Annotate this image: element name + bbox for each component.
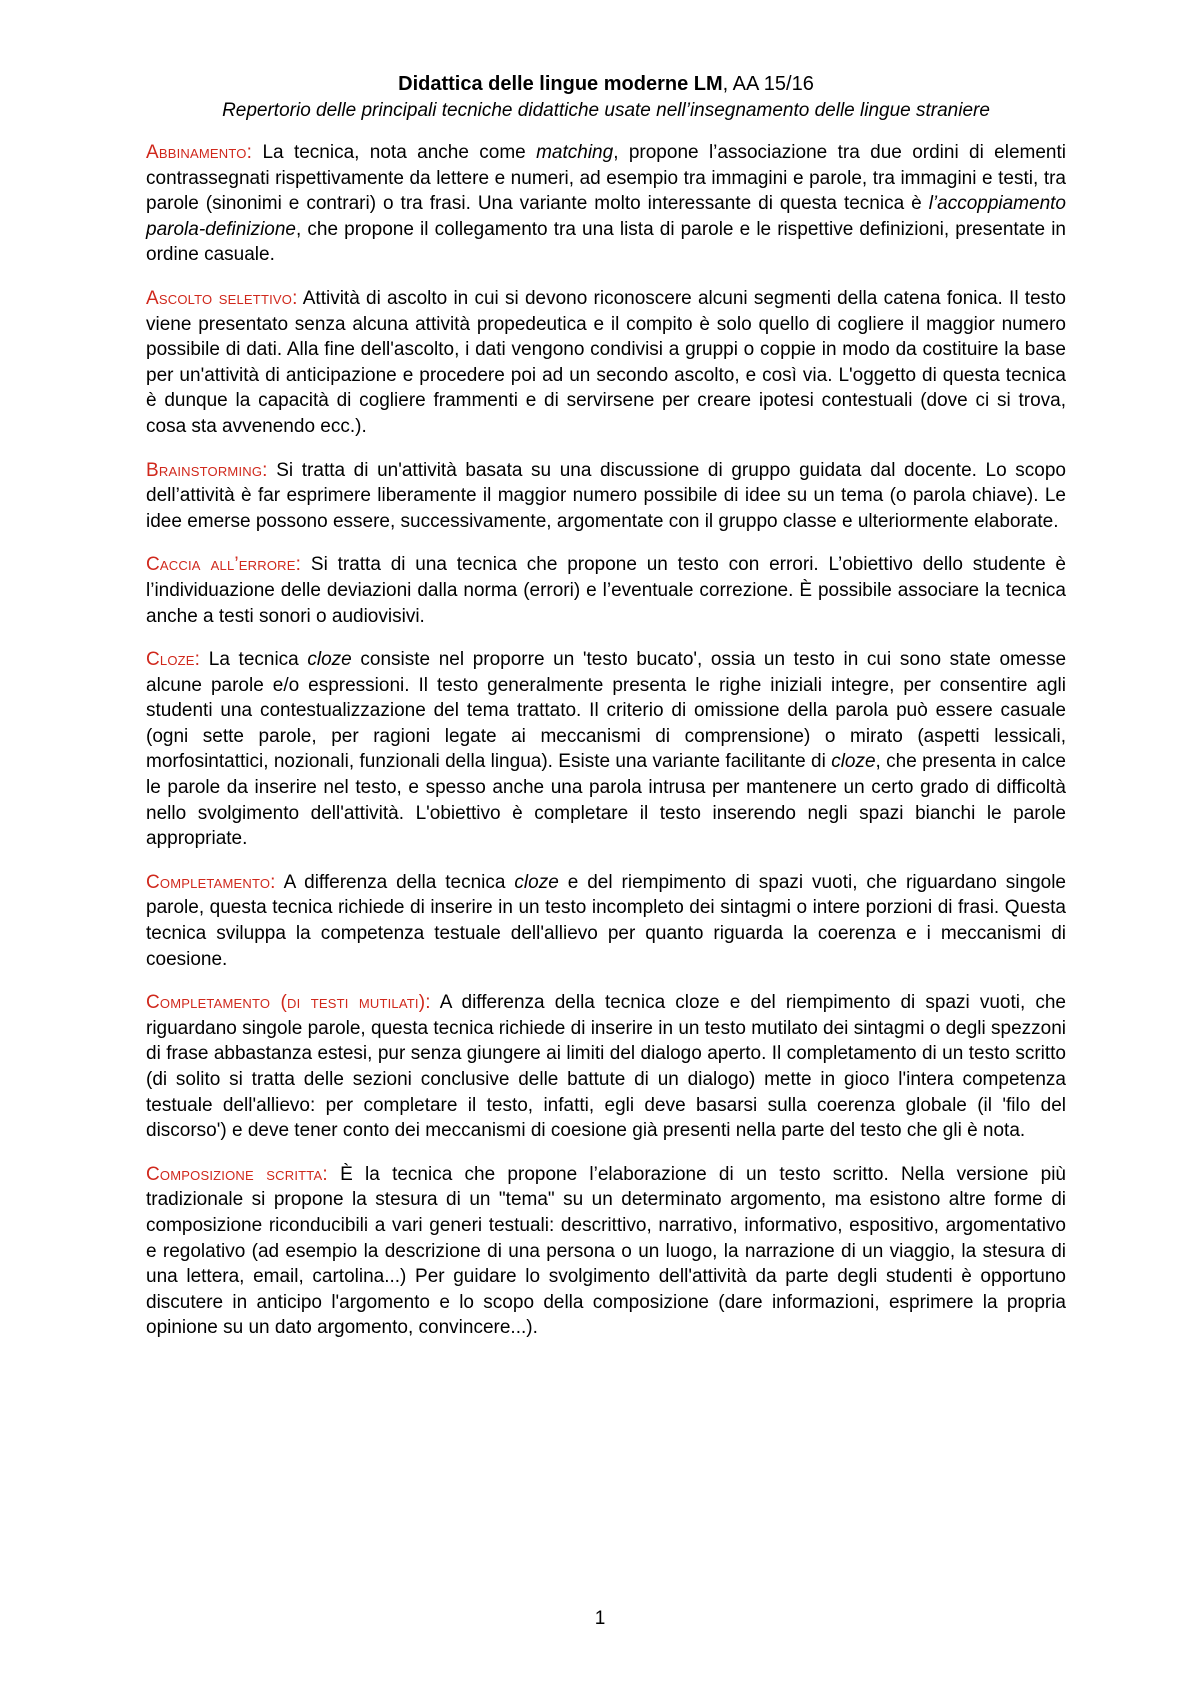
technique-entry: [146, 552, 1066, 629]
description-text: e del riempimento di spazi vuoti, che riguardano singole parole, questa tecnica richiede di inserire in un testo incompleto dei sintagmi o intere porzioni di frasi. Questa tecnica sviluppa la competenza testuale dell'allievo per quanto riguarda la coerenza e i meccanismi di coesione.: [146, 871, 1066, 970]
technique-term: Cloze:: [146, 649, 201, 671]
document-subtitle: Repertorio delle principali tecniche didattiche usate nell’insegnamento delle lingue straniere: [222, 100, 990, 121]
technique-entry: [146, 140, 1066, 268]
description-text: A differenza della tecnica: [275, 871, 515, 893]
description-text: Si tratta di un'attività basata su una discussione di gruppo guidata dal docente. Lo scopo dell’attività è far esprimere liberamente il maggior numero possibile di idee su un tema (o parola chiave). Le idee emerse possono essere, successivamente, argomentate con il gruppo classe e ulteriormente elaborate.: [146, 459, 1066, 532]
technique-term: Caccia all’errore:: [146, 554, 302, 576]
document-title: [146, 70, 1066, 98]
technique-entry: [146, 286, 1066, 440]
description-text: , che propone il collegamento tra una lista di parole e le rispettive definizioni, presentate in ordine casuale.: [146, 218, 1066, 266]
course-title: Didattica delle lingue moderne LM: [398, 73, 723, 95]
description-text: consiste nel proporre un 'testo bucato', ossia un testo in cui sono state omesse alcune parole e/o espressioni. Il testo generalmente presenta le righe iniziali integre, per consentire agli studenti una contestualizzazione del tema trattato. Il criterio di omissione della parola può essere casuale (ogni sette parole, per ragioni legate ai meccanismi di comprensione) o mirato (aspetti lessicali, morfosintattici, nozionali, funzionali della lingua). Esiste una variante facilitante di: [146, 649, 1067, 773]
emphasized-text: cloze: [831, 751, 876, 773]
description-text: Attività di ascolto in cui si devono riconoscere alcuni segmenti della catena fonica. Il testo viene presentato senza alcuna attività propedeutica e il compito è solo quello di cogliere il maggior numero possibile di dati. Alla fine dell'ascolto, i dati vengono condivisi a gruppi o coppie in modo da costituire la base per un'attività di anticipazione e procedere poi ad un secondo ascolto, e così via. L'oggetto di questa tecnica è dunque la capacità di cogliere frammenti e di servirsene per creare ipotesi contestuali (dove ci si trova, cosa sta avvenendo ecc.).: [146, 287, 1066, 437]
emphasized-text: matching: [536, 142, 614, 163]
emphasized-text: cloze: [514, 871, 559, 893]
technique-entry: [146, 1162, 1066, 1341]
emphasized-text: l’accoppiamento parola-definizione: [146, 193, 1066, 240]
description-text: , propone l’associazione tra due ordini di elementi contrassegnati rispettivamente da lettere e numeri, ad esempio tra immagini e parole, tra immagini e testi, tra parole (sinonimi e contrari) o tra frasi. Una variante molto interessante di questa tecnica è: [146, 142, 1066, 215]
entries-list: [146, 140, 1066, 1341]
description-text: A differenza della tecnica cloze e del riempimento di spazi vuoti, che riguardano singole parole, questa tecnica richiede di inserire in un testo mutilato dei sintagmi o degli spezzoni di frase abbastanza estesi, pur senza giungere ai limiti del dialogo aperto. Il completamento di un testo scritto (di solito si tratta delle sezioni conclusive delle battute di un dialogo) mette in gioco l'intera competenza testuale dell'allievo: per completare il testo, infatti, egli deve basarsi sulla coerenza globale (il 'filo del discorso') e deve tener conto dei meccanismi di coesione già presenti nella parte del testo che gli è nota.: [146, 992, 1066, 1142]
document-page: [146, 70, 1066, 1359]
technique-term: Completamento:: [146, 871, 276, 893]
description-text: , che presenta in calce le parole da inserire nel testo, e spesso anche una parola intrusa per mantenere un certo grado di difficoltà nello svolgimento dell'attività. L'obiettivo è completare il testo inserendo negli spazi bianchi le parole appropriate.: [146, 751, 1066, 850]
page-number: 1: [594, 1608, 606, 1629]
technique-entry: [146, 458, 1066, 535]
technique-term: Completamento (di testi mutilati):: [146, 992, 431, 1014]
technique-term: Abbinamento:: [146, 142, 253, 163]
description-text: La tecnica, nota anche come: [252, 142, 537, 163]
technique-term: Ascolto selettivo:: [146, 287, 298, 309]
academic-year: , AA 15/16: [722, 73, 814, 95]
technique-entry: [146, 647, 1066, 852]
description-text: La tecnica: [200, 649, 308, 671]
description-text: È la tecnica che propone l’elaborazione di un testo scritto. Nella versione più tradizionale si propone la stesura di un "tema" su un determinato argomento, ma esistono altre forme di composizione riconducibili a vari generi testuali: descrittivo, narrativo, informativo, espositivo, argomentativo e regolativo (ad esempio la descrizione di una persona o un luogo, la narrazione di un viaggio, la stesura di una lettera, email, cartolina...) Per guidare lo svolgimento dell'attività da parte degli studenti è opportuno discutere in anticipo l'argomento e lo scopo della composizione (dare informazioni, esprimere la propria opinione su un dato argomento, convincere...).: [146, 1163, 1066, 1339]
technique-term: Composizione scritta:: [146, 1163, 328, 1185]
description-text: Si tratta di una tecnica che propone un testo con errori. L’obiettivo dello studente è l’individuazione delle deviazioni dalla norma (errori) e l’eventuale correzione. È possibile associare la tecnica anche a testi sonori o audiovisivi.: [146, 554, 1066, 627]
technique-term: Brainstorming:: [146, 459, 268, 481]
emphasized-text: cloze: [307, 649, 352, 671]
technique-entry: [146, 870, 1066, 972]
technique-entry: [146, 990, 1066, 1144]
